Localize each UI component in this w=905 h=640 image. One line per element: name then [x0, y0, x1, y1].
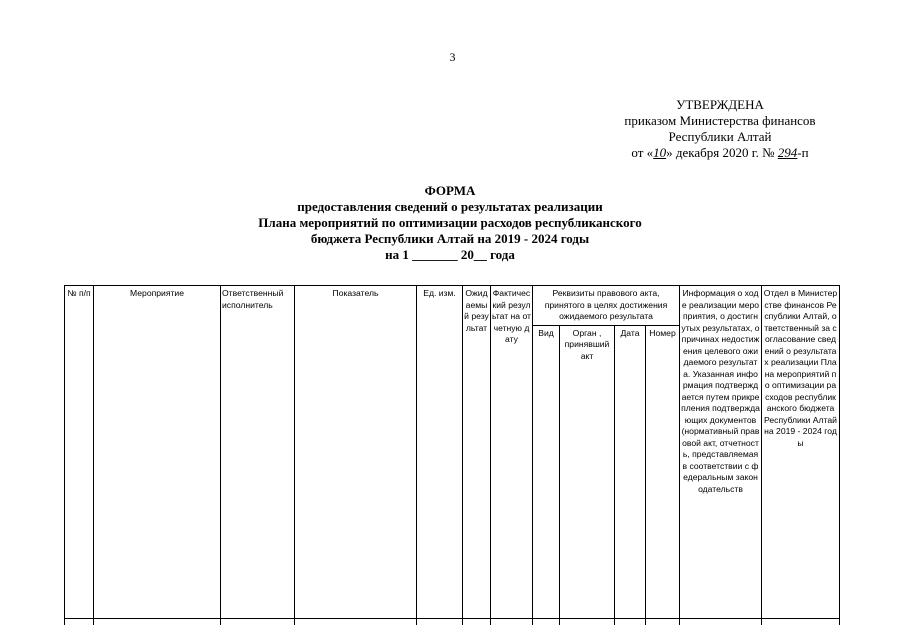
table-cell — [646, 618, 680, 625]
header-expected: Ожидаемый результат — [463, 286, 491, 619]
approval-suffix: -п — [797, 145, 809, 160]
header-unit: Ед. изм. — [417, 286, 463, 619]
header-actual: Фактический результат на отчетную дату — [491, 286, 533, 619]
table-cell — [417, 618, 463, 625]
title-line-2: предоставления сведений о результатах реализации — [297, 199, 603, 214]
approval-number: 294 — [777, 145, 798, 160]
header-info: Информация о ходе реализации мероприятия, о достигнутых результатах, о причинах недостижения целевого ожидаемого результата. Указанная информация подтверждается путем прикрепления подтверждающих документов (нормативный правовой акт, отчетность, представляемая в соответствии с федеральным законодательств — [680, 286, 762, 619]
header-legal-body: Орган , принявший акт — [560, 325, 615, 618]
table-cell — [680, 618, 762, 625]
table-cell — [491, 618, 533, 625]
title-line-1: ФОРМА — [424, 183, 476, 198]
header-dept: Отдел в Министерстве финансов Республики Алтай, ответственный за согласование сведений о результатах реализации Плана мероприятий по оптимизации расходов республиканского бюджета Республики Алтай на 2019 - 2024 годы — [762, 286, 840, 619]
table-cell — [94, 618, 221, 625]
title-line-5: на 1 _______ 20__ года — [385, 247, 515, 262]
header-executor: Ответственный исполнитель — [221, 286, 295, 619]
table-cell — [221, 618, 295, 625]
page-number: 3 — [449, 50, 456, 64]
table-cell — [295, 618, 417, 625]
table-cell — [560, 618, 615, 625]
approval-date-prefix: от « — [631, 145, 654, 160]
header-legal-group: Реквизиты правового акта, принятого в целях достижения ожидаемого результата — [533, 286, 680, 326]
header-num: № п/п — [65, 286, 94, 619]
approval-line-2: приказом Министерства финансов — [624, 113, 816, 128]
approval-day: 10 — [653, 145, 667, 160]
header-indicator: Показатель — [295, 286, 417, 619]
header-event: Мероприятие — [94, 286, 221, 619]
table-cell — [762, 618, 840, 625]
header-legal-date: Дата — [615, 325, 646, 618]
approval-line-1: УТВЕРЖДЕНА — [676, 97, 764, 112]
header-legal-number: Номер — [646, 325, 680, 618]
table-row — [65, 618, 840, 625]
report-table — [64, 285, 840, 625]
form-title — [190, 183, 710, 263]
title-line-4: бюджета Республики Алтай на 2019 - 2024 годы — [310, 231, 590, 246]
approval-date-line — [590, 145, 850, 161]
approval-line-3: Республики Алтай — [668, 129, 772, 144]
table-cell — [615, 618, 646, 625]
table-cell — [65, 618, 94, 625]
title-line-3: Плана мероприятий по оптимизации расходов республиканского — [258, 215, 642, 230]
header-legal-type: Вид — [533, 325, 560, 618]
table-cell — [463, 618, 491, 625]
approval-date-mid: » декабря 2020 г. № — [666, 145, 775, 160]
table-cell — [533, 618, 560, 625]
approval-block — [590, 97, 850, 161]
